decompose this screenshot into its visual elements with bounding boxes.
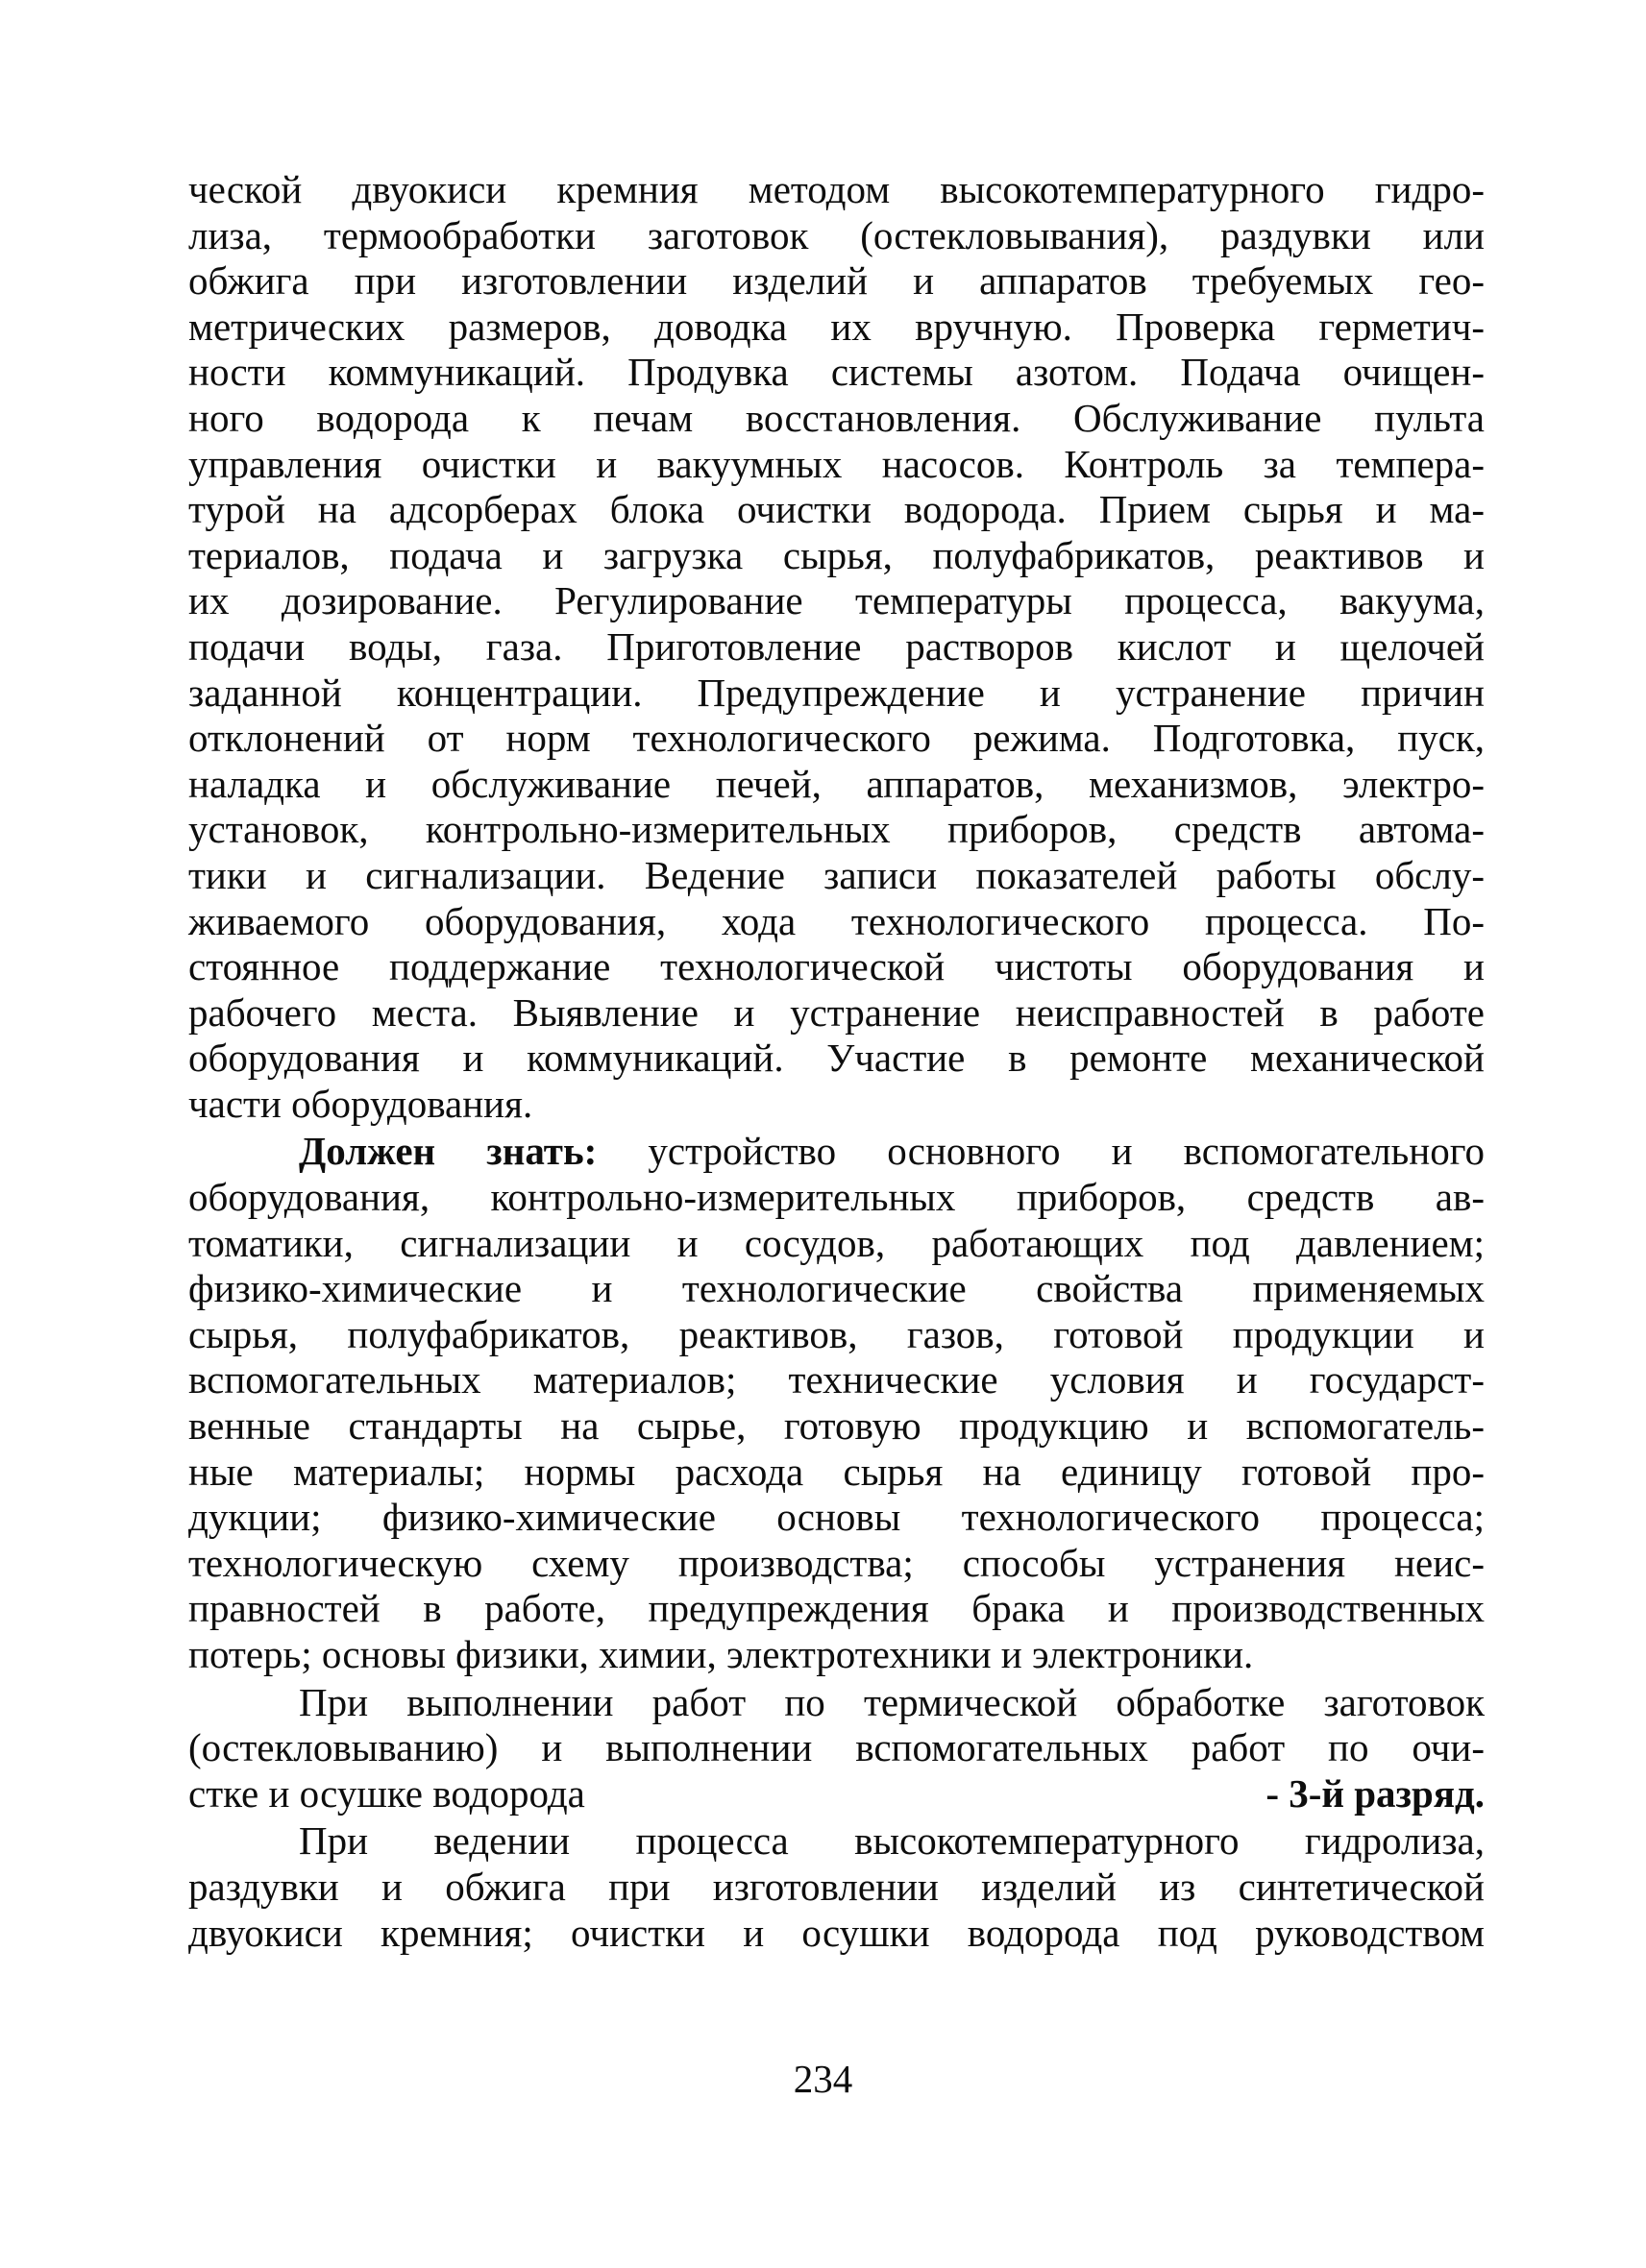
text-line: ности коммуникаций. Продувка системы азотом. Подача очищен- <box>188 350 1485 395</box>
text-line: тики и сигнализации. Ведение записи показателей работы обслу- <box>188 852 1485 897</box>
text-line: венные стандарты на сырье, готовую продукцию и вспомогатель- <box>188 1403 1485 1449</box>
text-line: заданной концентрации. Предупреждение и устранение причин <box>188 670 1485 715</box>
text-line: отклонений от норм технологического режима. Подготовка, пуск, <box>188 716 1485 761</box>
text-line: наладка и обслуживание печей, аппаратов, механизмов, электро- <box>188 761 1485 806</box>
text-line: оборудования и коммуникаций. Участие в ремонте механической <box>188 1036 1485 1081</box>
text-line: сырья, полуфабрикатов, реактивов, газов, готовой продукции и <box>188 1311 1485 1356</box>
text-line: ческой двуокиси кремния методом высокотемпературного гидро- <box>188 167 1485 211</box>
text-line <box>188 1771 1485 1817</box>
paragraph-duties <box>188 167 1485 1127</box>
must-know-heading: Должен знать: <box>299 1129 598 1174</box>
paragraph-grade-3 <box>188 1680 1485 1817</box>
grade-label: - 3-й разряд. <box>1265 1770 1485 1816</box>
text-line: вспомогательных материалов; технические условия и государст- <box>188 1357 1485 1402</box>
text-line: их дозирование. Регулирование температуры процесса, вакуума, <box>188 578 1485 623</box>
text-line: обжига при изготовлении изделий и аппаратов требуемых гео- <box>188 258 1485 304</box>
text-line: рабочего места. Выявление и устранение неисправностей в работе <box>188 989 1485 1035</box>
text-line: При выполнении работ по термической обработке заготовок <box>299 1679 1485 1724</box>
text-line: томатики, сигнализации и сосудов, работающих под давлением; <box>188 1220 1485 1265</box>
text-line: живаемого оборудования, хода технологического процесса. По- <box>188 898 1485 943</box>
text-line: правностей в работе, предупреждения брака и производственных <box>188 1586 1485 1631</box>
text-line: стоянное поддержание технологической чистоты оборудования и <box>188 944 1485 989</box>
text-line: потерь; основы физики, химии, электротехники и электроники. <box>188 1632 1254 1676</box>
text-line: ные материалы; нормы расхода сырья на единицу готовой про- <box>188 1449 1485 1494</box>
text-line-start: стке и осушке водорода <box>188 1770 585 1816</box>
text-line: лиза, термообработки заготовок (остекловывания), раздувки или <box>188 212 1485 257</box>
text-line: физико-химические и технологические свойства применяемых <box>188 1266 1485 1311</box>
text-line: ного водорода к печам восстановления. Обслуживание пульта <box>188 395 1485 440</box>
text-line: метрических размеров, доводка их вручную. Проверка герметич- <box>188 304 1485 349</box>
text-line: управления очистки и вакуумных насосов. Контроль за темпера- <box>188 441 1485 486</box>
text-line: технологическую схему производства; способы устранения неис- <box>188 1540 1485 1585</box>
text-line: части оборудования. <box>188 1081 533 1126</box>
text-line-rest: устройство основного и вспомогательного <box>597 1129 1485 1174</box>
text-line: териалов, подача и загрузка сырья, полуфабрикатов, реактивов и <box>188 532 1485 577</box>
paragraph-grade-4-intro <box>188 1818 1485 1956</box>
text-line: турой на адсорберах блока очистки водорода. Прием сырья и ма- <box>188 487 1485 532</box>
text-line: установок, контрольно-измерительных приборов, средств автома- <box>188 807 1485 852</box>
text-line: подачи воды, газа. Приготовление растворов кислот и щелочей <box>188 623 1485 669</box>
text-line: (остекловыванию) и выполнении вспомогательных работ по очи- <box>188 1725 1485 1770</box>
paragraph-must-know <box>188 1129 1485 1677</box>
text-line: оборудования, контрольно-измерительных приборов, средств ав- <box>188 1175 1485 1220</box>
text-line: дукции; физико-химические основы технологического процесса; <box>188 1495 1485 1540</box>
page-number: 234 <box>793 2057 853 2101</box>
text-line: двуокиси кремния; очистки и осушки водорода под руководством <box>188 1910 1485 1955</box>
text-line <box>188 1129 1485 1175</box>
text-line: раздувки и обжига при изготовлении изделий из синтетической <box>188 1864 1485 1909</box>
text-line: При ведении процесса высокотемпературного гидролиза, <box>299 1818 1485 1864</box>
page-text <box>188 167 1485 1956</box>
